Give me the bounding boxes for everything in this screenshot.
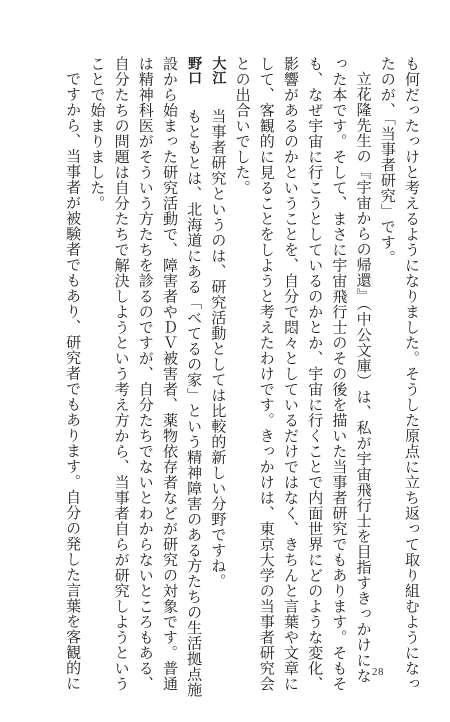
text-line: 設から始まった研究活動で、障害者やＤＶ被害者、薬物依存者などが研究の対象です。普通 — [160, 56, 179, 692]
text-line: ですから、当事者が被験者でもあり、研究者でもあります。自分の発した言葉を客観的に — [64, 71, 83, 691]
speaker-line-noguchi — [182, 56, 206, 698]
text-line: 自分たちの問題は自分たちで解決しようという考え方から、当事者自らが研究しようという — [112, 56, 131, 692]
text-line: ことで始まりました。 — [88, 56, 107, 211]
text-line: った本です。そして、まさに宇宙飛行士のその後を描いた当事者研究でもあります。そもそ — [330, 56, 349, 692]
text-line: も何だったっけと考えるようになりました。そうした原点に立ち返って取り組むようになっ — [403, 56, 421, 692]
text-line: 当事者研究というのは、研究活動としては比較的新しい分野ですね。 — [209, 108, 228, 589]
speaker-name-oe: 大江 — [210, 56, 227, 85]
text-line: との出合いでした。 — [233, 56, 252, 196]
text-line: 立花隆先生の『宇宙からの帰還』（中公文庫）は、私が宇宙飛行士を目指すきっかけにな — [354, 71, 373, 684]
page-number: 28 — [372, 666, 384, 678]
text-line: 影響があるのかということを、自分で悶々としているだけではなく、きちんと言葉や文章に — [281, 56, 300, 692]
text-line: たのが、「当事者研究」です。 — [378, 56, 397, 266]
text-line: も、なぜ宇宙に行こうとしているのかとか、宇宙に行くことで内面世界にどのような変化、 — [306, 56, 325, 692]
text-line: は精神科医がそういう方たちを診るのですが、自分たちでないとわからないところもある、 — [136, 56, 155, 692]
text-line: もともとは、北海道にある「べてるの家」という精神障害のある方たちの生活拠点施 — [185, 108, 204, 698]
speaker-line-oe — [206, 56, 230, 636]
speaker-name-noguchi: 野口 — [186, 56, 203, 85]
text-line: して、客観的に見ることをしようと考えたわけです。きっかけは、東京大学の当事者研究会 — [257, 56, 276, 692]
